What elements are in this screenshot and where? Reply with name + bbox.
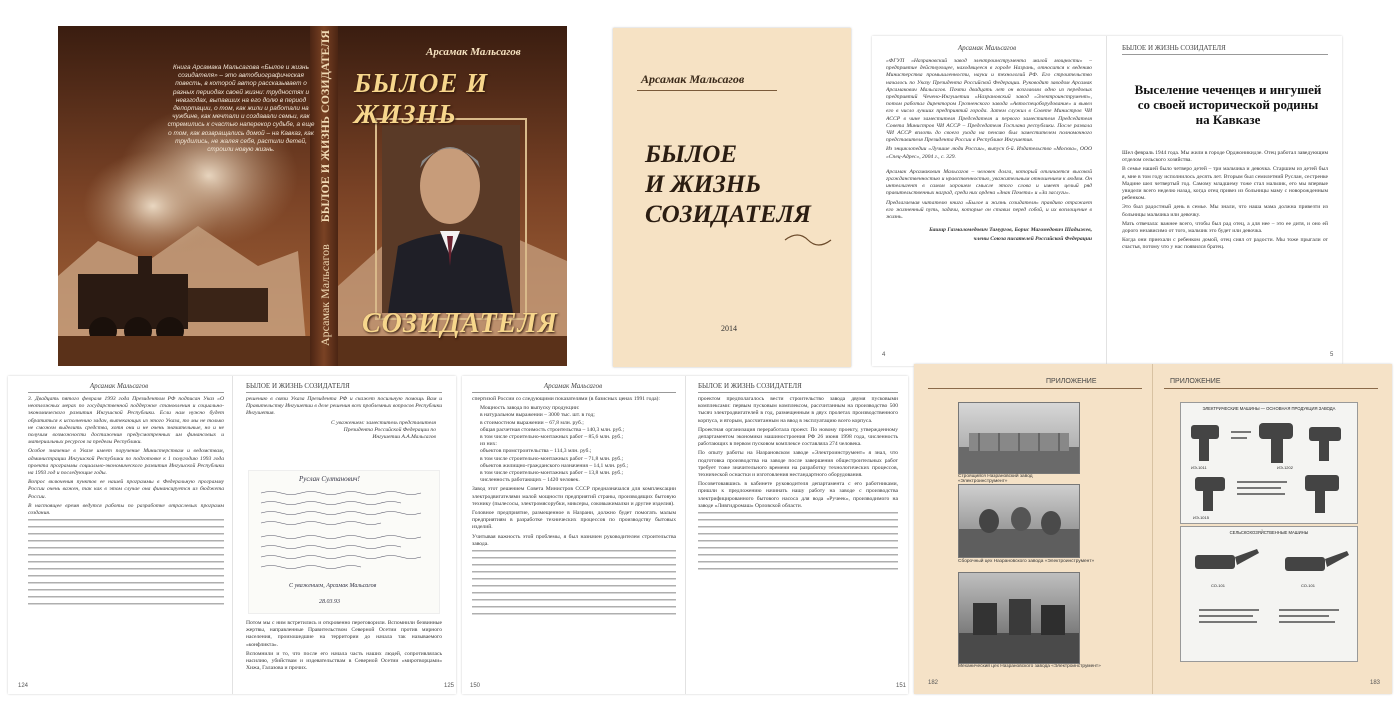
letter-sign: С уважением, Арсамак Мальсагов — [289, 583, 377, 589]
appendix-head-right: ПРИЛОЖЕНИЕ — [1170, 378, 1221, 385]
list-item: Мощность завода по выпуску продукции: — [480, 405, 580, 412]
decree-text-continued — [28, 519, 224, 609]
back-cover-blurb: Книга Арсамака Мальсагова «Былое и жизнь созидателя» – это автобиографическая повесть, в которой автор рассказывает о разных периодах своей жизни: трудностях и невзгодах, выпавших на его долю в период депортации, о том, как жили и работали на чужбине, как мечтали и создавали семьи, как стремились к счастью наперекор судьбе, а еще о том, как возвращались домой – на Кавказ, как трудились, не жалея себя, растили детей, строили новую жизнь. — [167, 64, 315, 154]
chapter-paragraph: Шел февраль 1944 года. Мы жили в городе Орджоникидзе. Отец работал заведующим отделом сельского хозяйства. — [1122, 150, 1328, 164]
foreword-paragraph: Арсамак Арсамакович Мальсагов – человек долга, который отличается высокой гражданственностью и нравственностью, уважительным отношением к людям. Он интеллигент в самом хорошем смысле этого слова и имеет целый ряд правительственных наград, среди них ордена «Знак Почета» и «За заслуги». — [886, 168, 1092, 197]
factory-text-right-continued — [698, 512, 898, 572]
list-item: в натуральном выражении – 3000 тыс. шт. в год; — [480, 412, 595, 419]
product-sheet-tools — [1180, 402, 1358, 524]
foreword-text — [886, 58, 1092, 353]
spread-letter — [8, 376, 456, 694]
author-underline — [637, 90, 777, 91]
body-paragraph: проектом предполагалось вести строительство завода двумя пусковыми комплексами: первым пусковым комплексом, рассчитанным на производство 500 тысяч электродвигателей в год, размещенным в двух пролетах производственного корпуса, и вторым, рассчитанным на ввод в эксплуатацию всего корпуса. — [698, 396, 898, 424]
page-number: 124 — [18, 683, 29, 689]
appendix-head-left: ПРИЛОЖЕНИЕ — [1046, 378, 1097, 385]
letter-date: 28.03.93 — [319, 599, 340, 605]
running-head-right: БЫЛОЕ И ЖИЗНЬ СОЗИДАТЕЛЯ — [1122, 44, 1226, 52]
respect-block: С уважением: заместитель представителя Президента Российской Федерации по Ингушетии А.А.Мальсагов — [330, 419, 436, 441]
chapter-title: Выселение чеченцев и ингушей со своей исторической родины на Кавказе — [1134, 82, 1322, 127]
page-number: 183 — [1370, 680, 1381, 686]
photo-machine-shop-art — [959, 573, 1079, 663]
title-page-title — [645, 140, 811, 230]
page-number: 151 — [896, 683, 907, 689]
body-paragraph: Вспомнили и то, что после его начала часть наших людей, сопротивлялась насилию, убийствам и издевательствам в Северной Осетии «миротворцами» Хижа, Галазова и прочих. — [246, 650, 442, 672]
spread-appendix — [914, 364, 1392, 694]
title-page — [613, 28, 851, 367]
model-label: ИЭ-1011 — [1191, 465, 1207, 470]
foreword-paragraph: Предлагаемая читателю книга «Былое и жизнь созидателя» правдиво отражает его жизненный путь, задачи, которые он ставил перед собой, и их воплощение в жизнь. — [886, 199, 1092, 221]
product-sheet-title: СЕЛЬСКОХОЗЯЙСТВЕННЫЕ МАШИНЫ — [1229, 530, 1309, 535]
page-number: 125 — [444, 683, 455, 689]
spine-title: БЫЛОЕ И ЖИЗНЬ СОЗИДАТЕЛЯ — [317, 30, 332, 223]
running-head-left: Арсамак Мальсагов — [957, 44, 1017, 52]
spine-divider — [1152, 364, 1153, 694]
model-label: ИЭ-1015 — [1193, 515, 1209, 520]
indicator-list — [480, 405, 676, 484]
photo-caption: Сборочный цех Назрановского завода «Электроинструмент» — [958, 559, 1095, 564]
model-label: СО-101 — [1301, 583, 1315, 588]
list-item: численность работающих – 1420 человек. — [480, 477, 580, 484]
spine-divider — [1106, 36, 1107, 366]
chapter-paragraph: В семье нашей было четверо детей – три мальчика и девочка. Старшим из детей был я, мне в том году исполнилось десять лет. Вторым был семилетний Руслан, сестренке Мадине шел четвертый год. Самому младшему тоже стал мальчик, его мы впервые увидели всего неделю назад, когда отец привез из больницы маму с новорожденным ребенком. — [1122, 166, 1328, 202]
decree-paragraph: В настоящее время ведутся работы по разработке отраслевых программ создания. — [28, 502, 224, 517]
title-line-3: СОЗИДАТЕЛЯ — [645, 201, 812, 228]
shears-illustrations — [1185, 539, 1353, 657]
title-line-2: И ЖИЗНЬ — [645, 171, 762, 198]
head-rule — [1164, 388, 1378, 389]
decree-paragraph: Особое значение в Указе имеет поручение Министерствам и ведомствам, администрации Ингушской Республики по подготовке к 1 полугодию 1993 года проекта программы социально-экономического развития Ингушской Республики на 1993 год и последующие годы. — [28, 448, 224, 477]
cover-title-top: БЫЛОЕ И ЖИЗНЬ — [354, 68, 489, 129]
running-head-right: БЫЛОЕ И ЖИЗНЬ СОЗИДАТЕЛЯ — [698, 382, 802, 390]
factory-text-left — [472, 396, 676, 682]
head-rule — [28, 392, 224, 393]
chapter-text — [1122, 150, 1328, 356]
model-label: СО-101 — [1211, 583, 1225, 588]
photo-caption: Строящийся Назрановский завод «Электроинструмент» — [958, 474, 1033, 484]
body-paragraph: Головное предприятие, размещенное в Назрани, должно будет помогать малым предприятиям в разработке технических процессов по производству бытовых изделий. — [472, 510, 676, 531]
list-item: общая расчетная стоимость строительства – 140,3 млн. руб.; — [480, 426, 625, 433]
page-number: 4 — [882, 352, 886, 358]
decree-paragraph: Вопрос включения пунктов ее нашей программы в Федеральную программу России очень важен, так как в этом случае она финансируется из бюджета России. — [28, 479, 224, 500]
list-item: в том числе строительно-монтажных работ – 85,6 млн. руб.; — [480, 434, 624, 441]
head-rule — [698, 392, 898, 393]
chapter-paragraph: Когда они приехали с ребенком домой, отец сиял от радости. Мы тоже прыгали от счастья, потому что у нас появился братец. — [1122, 237, 1328, 251]
letter-intro-text: решению в связи Указа Президента РФ и скажет посильную помощь Вам и Правительству Ингушетии в деле решения всех проблемных вопросов Республики Ингушетия. — [246, 396, 442, 417]
spread-foreword — [872, 36, 1342, 366]
chapter-paragraph: Мать отвечала: важнее всего, чтобы был рад отец, а для нее – это ее дитя, и оно ей дорого независимо от того, мальчик это будет или девочка. — [1122, 220, 1328, 235]
head-rule — [472, 392, 676, 393]
list-item: в стоимостном выражении – 67,8 млн. руб.; — [480, 419, 584, 426]
head-rule — [928, 388, 1142, 389]
photo-construction-art — [959, 403, 1079, 473]
title-page-year: 2014 — [721, 324, 737, 333]
spread-factory — [462, 376, 908, 694]
cover-author: Арсамак Мальсагов — [426, 46, 521, 58]
photo-construction — [958, 402, 1080, 474]
flourish-ornament — [783, 230, 833, 250]
photo-assembly — [958, 484, 1080, 558]
spine-author: Арсамак Мальсагов — [317, 244, 332, 346]
page-number: 150 — [470, 683, 481, 689]
head-rule — [246, 392, 442, 393]
photo-assembly-art — [959, 485, 1079, 557]
signature-names: Башир Газмаломедович Тамургов, Борис Магомедович Шадыжев, — [929, 227, 1092, 234]
page-number: 5 — [1330, 352, 1334, 358]
factory-text-right — [698, 396, 898, 682]
factory-text-continued — [472, 550, 676, 620]
product-sheet-title: ЭЛЕКТРИЧЕСКИЕ МАШИНЫ — ОСНОВНАЯ ПРОДУКЦИЯ ЗАВОДА — [1202, 406, 1336, 411]
spine-divider — [685, 376, 686, 694]
photo-machine-shop — [958, 572, 1080, 664]
cover-title-bottom: СОЗИДАТЕЛЯ — [362, 308, 558, 339]
list-item: в том числе строительно-монтажных работ – 71,8 млн. руб.; — [480, 455, 624, 462]
decree-paragraph: 3. Двадцать пятого февраля 1993 года Президентом РФ подписан Указ «О неотложных мерах по государственной поддержке становления и социально-экономического развития Ингушской Республики. Если нам нужно будет обратиться к исполнению задач, вытекающих из этого Указа, то мы не только не сможем выделить средства, хотя они и не очень значительные, но и не получим возможности достижения предусмотренных им финансовых и материальных ресурсов за пределы Республики. — [28, 396, 224, 446]
product-sheet-agri — [1180, 526, 1358, 662]
page-number: 182 — [928, 680, 939, 686]
body-paragraph: Учитывая важность этой проблемы, я был назначен руководителем строительства завода. — [472, 533, 676, 547]
list-item: объектов промстроительства – 114,3 млн. руб.; — [480, 448, 592, 455]
decree-text — [28, 396, 224, 682]
letter-intro — [246, 396, 442, 443]
spine-divider — [232, 376, 233, 694]
list-item: объектов жилищно-гражданского назначения – 14,1 млн. руб.; — [480, 462, 629, 469]
body-paragraph: Потом мы с ним встретились и откровенно переговорили. Вспомнили безвинные жертвы, направленные Правительством Северной Осетии против мирного населения, произошедшие на территории до начала так называемого «конфликта». — [246, 620, 442, 648]
title-page-author: Арсамак Мальсагов — [641, 72, 745, 86]
running-head-left: Арсамак Мальсагов — [89, 382, 149, 390]
body-paragraph: По опыту работы на Назрановском заводе «Электроинструмент» я знал, что подготовка производства на заводе после завершения общестроительных работ требует тоже значительного времени на разработку технологических процессов, технической оснастки и изготовления нестандартного оборудования. — [698, 450, 898, 479]
foreword-paragraph: Из энциклопедии «Лучшие люди России», выпуск 6-й. Издательство «Москва», ООО «Спец-Адрес», 2004 г., с. 329. — [886, 146, 1092, 160]
chapter-paragraph: Это был радостный день в семье. Мы знали, что наша мама должна привезти из больницы мальчика или девочку. — [1122, 204, 1328, 218]
body-paragraph: спертизой России со следующими показателями (в базисных ценах 1991 года): — [472, 396, 660, 402]
head-rule — [1122, 54, 1328, 55]
title-line-1: БЫЛОЕ — [645, 141, 737, 168]
running-head-right: БЫЛОЕ И ЖИЗНЬ СОЗИДАТЕЛЯ — [246, 382, 350, 390]
foreword-paragraph: «ФГУП «Назрановский завод электроинструмента малой мощности» – предприятие действующее, находящееся в городе Назрань, относится к ведению Министерства промышленности, науки и технологий РФ. Его строительство началось по Указу Президента Российской Федерации. Руководит заводом Арсамак Арсамакович Мальсагов. Почти двадцать лет он возглавлял одно из передовых предприятий Чечено-Ингушетии «Назрановский завод «Электроинструмент», потом работал директором Грозненского завода «Автоспецоборудование» и вывел его в число лучших предприятий города. Затем служил в Совете Министров ЧИ АССР в чине заместителя Председателя и первого заместителя Председателя Совета Министров ЧИ АССР – Председателя Госплана республики. После развала ЧИ АССР вплоть до своего ухода на пенсию был заместителем полномочного представителя Президента России в Республике Ингушетия. — [886, 58, 1092, 144]
signature-role: члены Союза писателей Российской Федерации — [973, 236, 1092, 243]
page-text-right — [246, 620, 442, 682]
body-paragraph: Проектная организация переработала проект. По новому проекту, утвержденному департаментом экономики машиностроения РФ 26 июня 1998 года, численность работающих в первом пусковом комплексе составляла 274 человека. — [698, 426, 898, 448]
book-cover — [58, 26, 567, 366]
handwriting-lines — [257, 489, 433, 581]
photo-caption: Механический цех Назрановского завода «Электроинструмент» — [958, 664, 1101, 669]
body-paragraph: Завод этот решением Совета Министров СССР предназначался для комплексации электродвигателями малой мощности предприятий страны, производящих бытовую технику (пылесосы, электромясорубки, миксеры, соковыжималки и другие изделия). — [472, 486, 676, 507]
body-paragraph: Посоветовавшись в кабинете руководителя департамента с его работниками, пришли к предложению начинать нашу работу на заводе с производства электрифицированного бытового насоса для вода «Ручеек», производимого на заводе «Ливгидромаш» Орловской области. — [698, 481, 898, 509]
list-item: в том числе строительно-монтажных работ – 13,8 млн. руб.; — [480, 470, 624, 477]
handwritten-letter-image — [248, 470, 440, 614]
list-item: из них: — [480, 441, 497, 448]
running-head-left: Арсамак Мальсагов — [543, 382, 603, 390]
model-label: ИЭ-1202 — [1277, 465, 1293, 470]
spine-text — [312, 26, 338, 346]
letter-greeting: Руслан Султанович! — [299, 475, 360, 483]
drill-illustrations — [1185, 415, 1353, 519]
